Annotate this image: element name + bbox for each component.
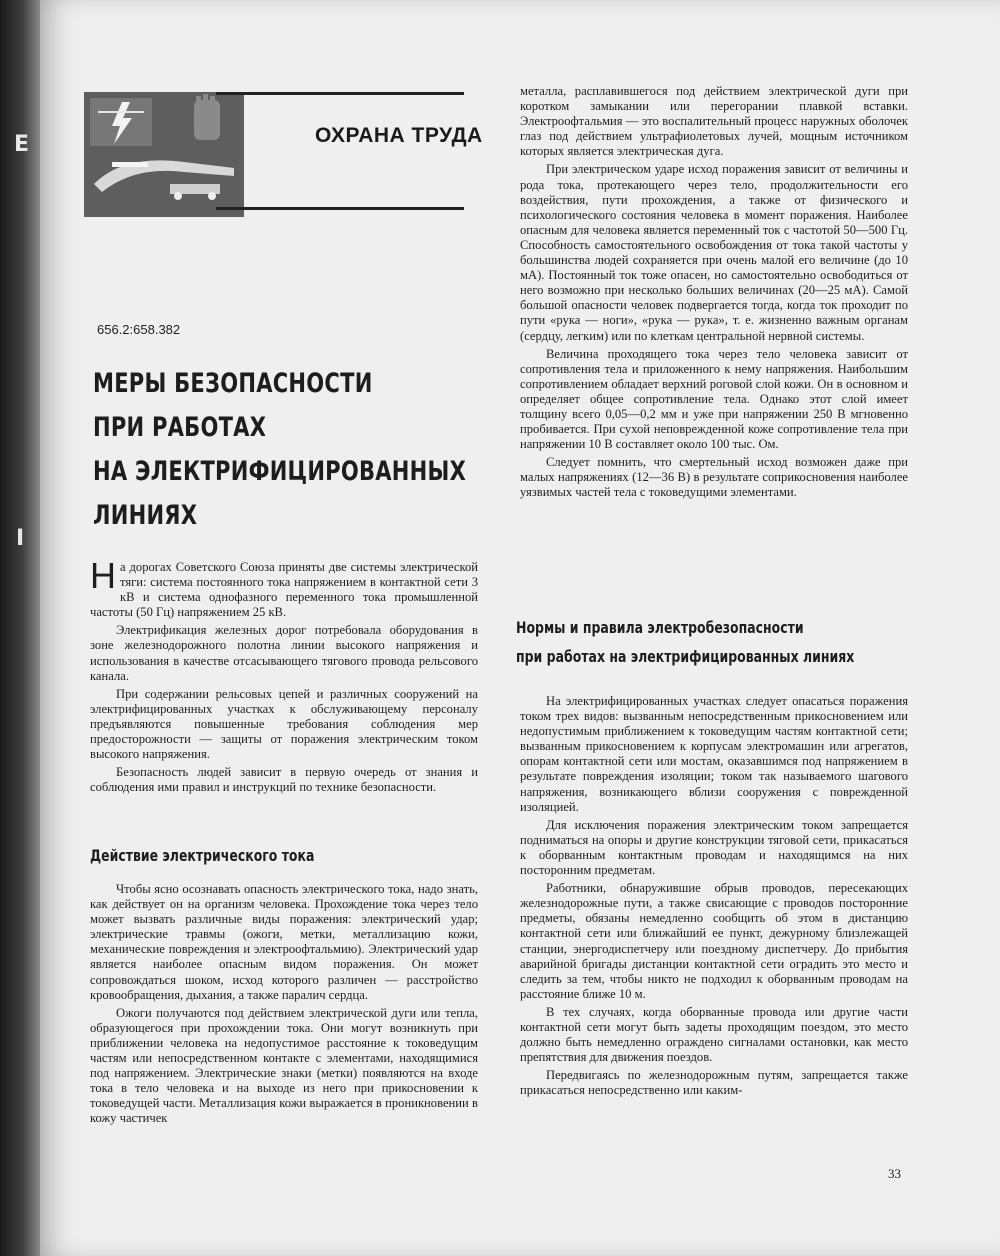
intro-paragraph: На дорогах Советского Союза приняты две системы электрической тяги: система постоянного тока напряжением в контактной сети 3 кВ и система однофазного переменного тока промышленной частоты (50 Гц) напряжением 25 кВ. [90, 555, 478, 620]
subheading-line-1: Нормы и правила электробезопасности [516, 618, 804, 637]
page-number: 33 [888, 1166, 901, 1181]
section-title: ОХРАНА ТРУДА [315, 124, 483, 147]
edge-mark-middle: I [16, 526, 25, 551]
edge-mark-top: E [14, 132, 30, 157]
header-illustration [84, 92, 244, 217]
drop-cap: Н [90, 555, 116, 596]
title-line-3: НА ЭЛЕКТРИФИЦИРОВАННЫХ [93, 456, 467, 487]
paragraph: Безопасность людей зависит в первую очередь от знания и соблюдения ими правил и инструкций по технике безопасности. [90, 765, 478, 795]
left-column-intro [90, 555, 478, 798]
header-rule-top [216, 92, 464, 95]
paragraph: На электрифицированных участках следует опасаться поражения током трех видов: вызванным непосредственным прикосновением или недопустимым приближением к токоведущим частям контактной сети; вызванным прикосновением к корпусам электромашин или агрегатов, опорам контактной сети или мостам, оказавшимся под напряжением в результате повреждения изоляции; током так называемого шагового напряжения, возникающего вблизи сооружения с поврежденной изоляцией. [520, 694, 908, 814]
paragraph: Чтобы ясно осознавать опасность электрического тока, надо знать, как действует он на организм человека. Прохождение тока через тело может вызвать различные виды поражения: электрический удар; электрические травмы (ожоги, метки, металлизацию кожи, механические повреждения и электроофтальмию). Электрический удар является наиболее опасным видом поражения. Он может сопровождаться шоком, исход которого различен — расстройство кровообращения, дыхания, а также паралич сердца. [90, 882, 478, 1002]
left-column-body [90, 882, 478, 1130]
subheading-safety-norms [516, 618, 950, 666]
paragraph: Следует помнить, что смертельный исход возможен даже при малых напряжениях (12—36 В) в результате соприкосновения наиболее уязвимых частей тела с токоведущими элементами. [520, 455, 908, 500]
paragraph: Для исключения поражения электрическим током запрещается подниматься на опоры и другие конструкции тяговой сети, прикасаться к оборванным контактным проводам и находящимся на них посторонним предметам. [520, 817, 908, 878]
paragraph: металла, расплавившегося под действием электрической дуги при коротком замыкании или перегорании плавкой вставки. Электроофтальмия — это воспалительный процесс наружных оболочек глаз под действием ультрафиолетовых лучей, мощным источником которых является электрическая дуга. [520, 84, 908, 159]
paragraph: Передвигаясь по железнодорожным путям, запрещается также прикасаться непосредственно или каким- [520, 1068, 908, 1098]
article-title [93, 362, 467, 538]
title-line-2: ПРИ РАБОТАХ [93, 412, 267, 443]
right-column-top [520, 84, 908, 504]
paragraph: В тех случаях, когда оборванные провода или другие части контактной сети могут быть задеты проходящим поездом, это место должно быть немедленно ограждено сигналами остановки, как место препятствия для движения поездов. [520, 1004, 908, 1065]
electrical-safety-icon [84, 92, 244, 217]
header-rule-bottom [216, 207, 464, 210]
subheading-line-2: при работах на электрифицированных линиях [516, 647, 855, 666]
subheading-current-effect: Действие электрического тока [90, 846, 315, 865]
right-column-body [520, 694, 908, 1101]
title-line-1: МЕРЫ БЕЗОПАСНОСТИ [93, 368, 373, 399]
paragraph: Электрификация железных дорог потребовала оборудования в зоне железнодорожного полотна линии высокого напряжения и использования в качестве отсасывающего тягового провода рельсового канала. [90, 623, 478, 683]
udc-code: 656.2:658.382 [97, 322, 181, 337]
paragraph: Ожоги получаются под действием электрической дуги или тепла, образующегося при прохождении тока. Они могут возникнуть при приближении человека на недопустимое расстояние к токоведущим частям или непосредственном контакте с элементами, находящимися под напряжением. Электрические знаки (метки) появляются на входе тока в тело человека и на выходе из него при прикосновении к токоведущей части. Металлизация кожи выражается в проникновении в кожу частичек [90, 1005, 478, 1126]
title-line-4: ЛИНИЯХ [93, 500, 198, 531]
paragraph: При электрическом ударе исход поражения зависит от величины и рода тока, протекающего через тело, продолжительности его воздействия, пути прохождения, а также от физического и психологического состояния человека в момент поражения. Наиболее опасным для человека является переменный ток с частотой 50—500 Гц. Способность самостоятельного освобождения от тока такой частоты у большинства людей сохраняется при очень малой его величине (до 10 мА). Постоянный ток тоже опасен, но самостоятельно освободиться от него возможно при несколько больших величинах (20—25 мА). Самой большой опасности человек подвергается тогда, когда ток проходит по пути «рука — ноги», «рука — рука», т. е. жизненно важным органам (сердцу, легким) или по клеткам центральной нервной системы. [520, 162, 908, 343]
magazine-page [40, 0, 1000, 1256]
paragraph: Работники, обнаружившие обрыв проводов, пересекающих железнодорожные пути, а также свисающие с проводов посторонние предметы, обязаны немедленно сообщить об этом в дистанцию контактной сети или ближайший ее пункт, дежурному близлежащей станции, энергодиспетчеру или поездному диспетчеру. До прибытия аварийной бригады дистанции контактной сети оградить это место и следить за тем, чтобы никто не подходил к оборванным проводам на расстояние ближе 10 м. [520, 881, 908, 1001]
paragraph: При содержании рельсовых цепей и различных сооружений на электрифицированных участках к обслуживающему персоналу предъявляются повышенные требования соблюдения мер предосторожности — защиты от поражения электрическим током высокого напряжения. [90, 686, 478, 762]
scan-edge [0, 0, 40, 1256]
paragraph: Величина проходящего тока через тело человека зависит от сопротивления тела и приложенного к нему напряжения. Наибольшим сопротивлением обладает верхний роговой слой кожи. Он в основном и определяет общее сопротивление тела. Однако этот слой имеет толщину всего 0,05—0,2 мм и уже при напряжении 250 В мгновенно пробивается. При сухой неповрежденной коже сопротивление тела при напряжении 10 В составляет около 100 тыс. Ом. [520, 346, 908, 452]
